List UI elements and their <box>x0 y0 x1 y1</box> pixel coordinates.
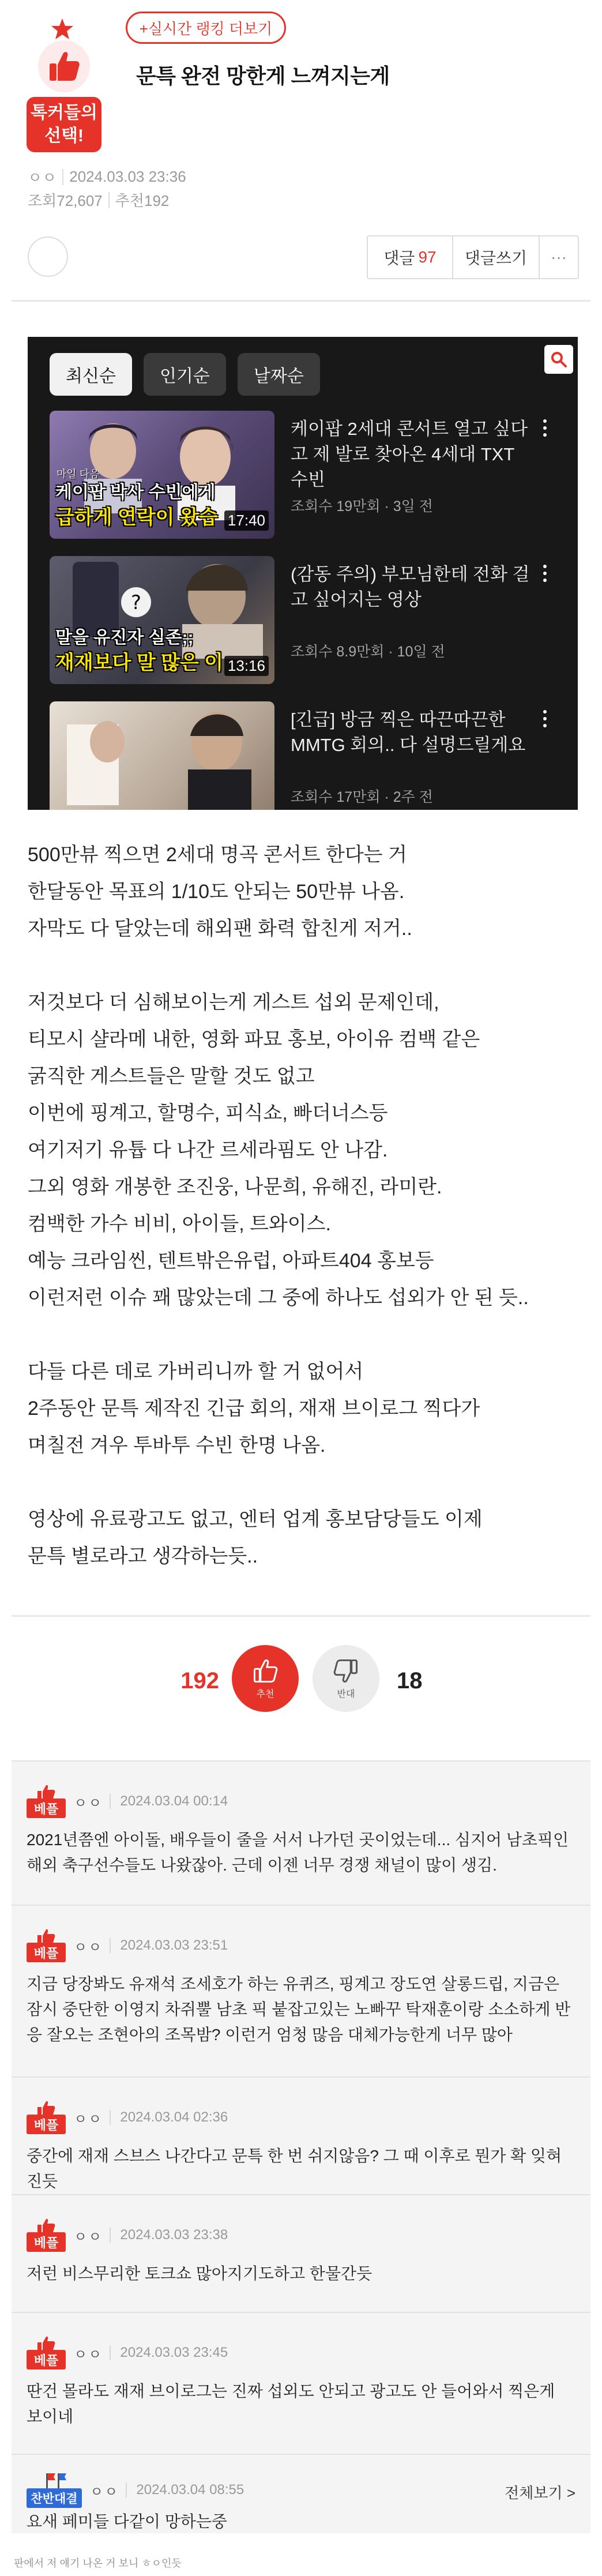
comments-count: 97 <box>418 248 437 266</box>
more-options-button[interactable]: ··· <box>551 248 567 266</box>
body-line: 2주동안 문특 제작진 긴급 회의, 재재 브이로그 찍다가 <box>28 1398 480 1420</box>
body-line: 한달동안 목표의 1/10도 안되는 50만뷰 나옴. <box>28 881 405 903</box>
thumbnail-caption: 케이팝 박사 수빈에게 <box>55 483 216 502</box>
video-item[interactable] <box>50 701 557 810</box>
comment-date: 2024.03.04 08:55 <box>136 2482 244 2498</box>
see-all-link[interactable]: 전체보기 > <box>505 2484 575 2502</box>
video-list-embed <box>28 337 578 810</box>
body-line: 여기저기 유튭 다 나간 르세라핌도 안 나감. <box>28 1139 388 1161</box>
talker-choice-badge <box>21 17 101 162</box>
best-badge-label: 베플 <box>27 2350 66 2370</box>
comment-date: 2024.03.04 00:14 <box>120 1793 228 1809</box>
video-item[interactable] <box>50 556 557 690</box>
search-button[interactable] <box>544 345 573 374</box>
meta-divider <box>110 2345 111 2360</box>
body-line: 컴백한 가수 비비, 아이들, 트와이스. <box>28 1213 331 1235</box>
pro-con-badge <box>27 2472 82 2508</box>
video-sort-tabs <box>50 353 320 396</box>
comment-date: 2024.03.03 23:51 <box>120 1937 228 1953</box>
meta-divider <box>126 2483 127 2498</box>
downvote-label: 반대 <box>337 1689 355 1699</box>
comment-text: 2021년쯤엔 아이돌, 배우들이 줄을 서서 나가던 곳이었는데... 심지어 남초픽인 해외 축구선수들도 나왔잖아. 근데 이젠 너무 경쟁 채널이 많이 생김. <box>27 1831 569 1874</box>
thumbnail-caption: 말을 유진자 실존;; <box>55 628 194 647</box>
thumbs-up-icon <box>37 1785 55 1800</box>
svg-text:?: ? <box>131 591 142 614</box>
tab-popular[interactable]: 인기순 <box>144 353 226 396</box>
post-recommend-count: 추천192 <box>115 192 170 209</box>
search-icon <box>550 351 567 368</box>
comment-header <box>27 1929 228 1962</box>
body-line: 이번에 핑계고, 할명수, 피식쇼, 빠더너스등 <box>28 1102 388 1124</box>
video-title[interactable]: [긴급] 방금 찍은 따끈따끈한 MMTG 회의.. 다 설명드릴게요 <box>291 709 526 755</box>
comment-author[interactable]: ㅇㅇ <box>90 2484 119 2500</box>
divider <box>12 300 590 302</box>
best-badge-label: 베플 <box>27 2115 66 2134</box>
meta-divider <box>110 1794 111 1809</box>
meta-divider <box>110 2228 111 2243</box>
body-line: 이런저런 이슈 꽤 많았는데 그 중에 하나도 섭외가 안 된 듯.. <box>28 1287 529 1309</box>
thumbs-up-icon <box>37 1929 55 1944</box>
post-meta-stats <box>28 189 169 211</box>
comment-date: 2024.03.04 02:36 <box>120 2109 228 2125</box>
comment-header <box>27 2218 228 2252</box>
body-line: 예능 크라임씬, 텐트밖은유럽, 아파트404 홍보등 <box>28 1250 434 1272</box>
comments-label: 댓글 <box>383 249 415 267</box>
comment-item <box>12 2195 590 2313</box>
body-line: 500만뷰 찍으면 2세대 명곡 콘서트 한다는 거 <box>28 844 407 866</box>
best-badge-label: 베플 <box>27 2232 66 2252</box>
kebab-menu-icon[interactable] <box>536 707 554 730</box>
comments-button[interactable] <box>368 236 453 278</box>
meta-divider <box>110 1938 111 1953</box>
profile-avatar[interactable] <box>28 236 68 277</box>
upvote-button[interactable] <box>232 1645 299 1712</box>
realtime-ranking-button[interactable]: +실시간 랭킹 더보기 <box>126 12 286 44</box>
thumbs-up-icon <box>37 2336 55 2351</box>
upvote-label: 추천 <box>256 1689 274 1699</box>
downvote-count: 18 <box>397 1668 423 1693</box>
comment-date: 2024.03.03 23:38 <box>120 2227 228 2243</box>
badge-label-line2: 선택! <box>44 126 84 145</box>
post-date: 2024.03.03 23:36 <box>69 168 186 185</box>
best-comments <box>12 1760 590 2533</box>
best-badge-label: 베플 <box>27 1943 66 1962</box>
comment-button-group <box>367 235 579 279</box>
video-duration: 13:16 <box>224 656 269 676</box>
best-comment-badge <box>27 1785 66 1818</box>
post-author[interactable]: ㅇㅇ <box>28 169 57 186</box>
post-title: 문특 완전 망한게 느껴지는게 <box>136 64 390 88</box>
body-line: 굵직한 게스트들은 말할 것도 없고 <box>28 1065 315 1087</box>
body-line: 티모시 샬라메 내한, 영화 파묘 홍보, 아이유 컴백 같은 <box>28 1028 480 1050</box>
kebab-menu-icon[interactable] <box>536 562 554 585</box>
video-stats: 조회수 8.9만회 · 10일 전 <box>291 644 445 660</box>
badge-label <box>27 97 101 152</box>
upvote-count: 192 <box>180 1668 219 1693</box>
comment-item <box>12 2078 590 2195</box>
body-blank-line <box>28 947 575 984</box>
thumbs-up-icon <box>37 2218 55 2233</box>
meta-divider <box>108 192 110 208</box>
best-comment-badge <box>27 1929 66 1962</box>
downvote-button[interactable] <box>313 1645 379 1712</box>
video-duration: 17:40 <box>224 510 269 531</box>
meta-divider <box>62 169 63 185</box>
comment-text: 저런 비스무리한 토크쇼 많아지기도하고 한물간듯 <box>27 2265 373 2282</box>
comment-text: 중간에 재재 스브스 나간다고 문특 한 번 쉬지않음? 그 때 이후로 뭔가 확 잊혀진듯 <box>27 2147 562 2190</box>
comment-item <box>12 2313 590 2455</box>
body-line: 자막도 다 달았는데 해외팬 화력 합친게 저거.. <box>28 918 412 940</box>
badge-label-line1: 톡커들의 <box>31 103 97 122</box>
video-item[interactable] <box>50 411 557 545</box>
best-badge-label: 베플 <box>27 1798 66 1818</box>
vote-section <box>173 1645 438 1720</box>
comment-header <box>27 1785 228 1818</box>
comment-header <box>27 2472 244 2508</box>
body-line: 그외 영화 개봉한 조진웅, 나문희, 유해진, 라미란. <box>28 1176 442 1198</box>
best-comment-badge <box>27 2101 66 2134</box>
comment-item <box>12 1762 590 1906</box>
body-blank-line <box>28 1316 575 1353</box>
thumbs-down-icon <box>333 1658 359 1684</box>
write-comment-button[interactable]: 댓글쓰기 <box>453 236 540 278</box>
comment-text: 지금 당장봐도 유재석 조세호가 하는 유퀴즈, 핑계고 장도연 살롱드립, 지금은 잠시 중단한 이영지 차쥐뿔 남초 픽 붙잡고있는 노빠꾸 탁재훈이랑 소소하게 반응 잘오는 조현아의 조목밤? 이런거 엄청 많음 대체가능한게 너무 많아 <box>27 1975 571 2044</box>
video-stats: 조회수 19만회 · 3일 전 <box>291 498 433 515</box>
video-title[interactable]: (감동 주의) 부모님한테 전화 걸고 싶어지는 영상 <box>291 564 530 610</box>
body-line: 영상에 유료광고도 없고, 엔터 업계 홍보담당들도 이제 <box>28 1508 483 1530</box>
tab-latest[interactable]: 최신순 <box>50 353 132 396</box>
kebab-menu-icon[interactable] <box>536 416 554 440</box>
body-blank-line <box>28 1464 575 1501</box>
best-comment-badge <box>27 2218 66 2252</box>
footer-note: 판에서 저 얘기 나온 거 보니 ㅎㅇ인듯 <box>14 2558 182 2569</box>
comment-text: 요새 페미들 다같이 망하는중 <box>27 2513 227 2530</box>
comment-author[interactable]: ㅇㅇ <box>74 1939 103 1955</box>
comment-author[interactable]: ㅇㅇ <box>74 2346 103 2363</box>
video-thumbnail[interactable] <box>50 701 274 810</box>
body-line: 며칠전 겨우 투바투 수빈 한명 나옴. <box>28 1435 326 1456</box>
comment-header <box>27 2336 228 2370</box>
comment-text: 딴건 몰라도 재재 브이로그는 진짜 섭외도 안되고 광고도 안 들어와서 찍은게 보이네 <box>27 2382 555 2425</box>
video-thumbnail[interactable] <box>50 411 274 539</box>
comment-date: 2024.03.03 23:45 <box>120 2345 228 2360</box>
body-line: 저것보다 더 심해보이는게 게스트 섭외 문제인데, <box>28 992 439 1013</box>
comment-header <box>27 2101 228 2134</box>
thumbnail-tag: 마일 다음 <box>57 468 100 480</box>
badge-circle <box>38 40 90 92</box>
body-line: 다들 다른 데로 가버리니까 할 거 없어서 <box>28 1361 364 1383</box>
pro-con-badge-label: 찬반대결 <box>27 2488 82 2508</box>
video-title[interactable]: 케이팝 2세대 콘서트 열고 싶다고 제 발로 찾아온 4세대 TXT 수빈 <box>291 419 528 490</box>
thumbs-up-icon <box>252 1658 279 1684</box>
video-thumbnail[interactable] <box>50 556 274 684</box>
comment-author[interactable]: ㅇㅇ <box>74 1795 103 1811</box>
video-stats: 조회수 17만회 · 2주 전 <box>291 789 433 805</box>
tab-date[interactable]: 날짜순 <box>238 353 320 396</box>
post-header <box>0 0 602 294</box>
meta-divider <box>110 2110 111 2125</box>
thumbnail-caption-highlight: 재재보다 말 많은 이 <box>55 652 224 674</box>
thumbnail-caption-highlight: 급하게 연락이 왔습 <box>55 506 218 528</box>
comment-author[interactable]: ㅇㅇ <box>74 2229 103 2245</box>
star-icon <box>51 17 74 40</box>
post-meta-author-date <box>28 166 186 187</box>
comment-item <box>12 1906 590 2078</box>
body-line: 문특 별로라고 생각하는듯.. <box>28 1545 258 1567</box>
thumbs-up-icon <box>46 48 82 84</box>
comment-author[interactable]: ㅇㅇ <box>74 2111 103 2127</box>
divider <box>12 1615 590 1617</box>
flag-icon <box>44 2472 67 2488</box>
best-comment-badge <box>27 2336 66 2370</box>
thumbs-up-icon <box>37 2101 55 2116</box>
thumbnail-figures <box>50 701 274 810</box>
post-views: 조회72,607 <box>28 192 103 209</box>
post-body <box>28 836 575 1575</box>
comment-item <box>12 2455 590 2534</box>
